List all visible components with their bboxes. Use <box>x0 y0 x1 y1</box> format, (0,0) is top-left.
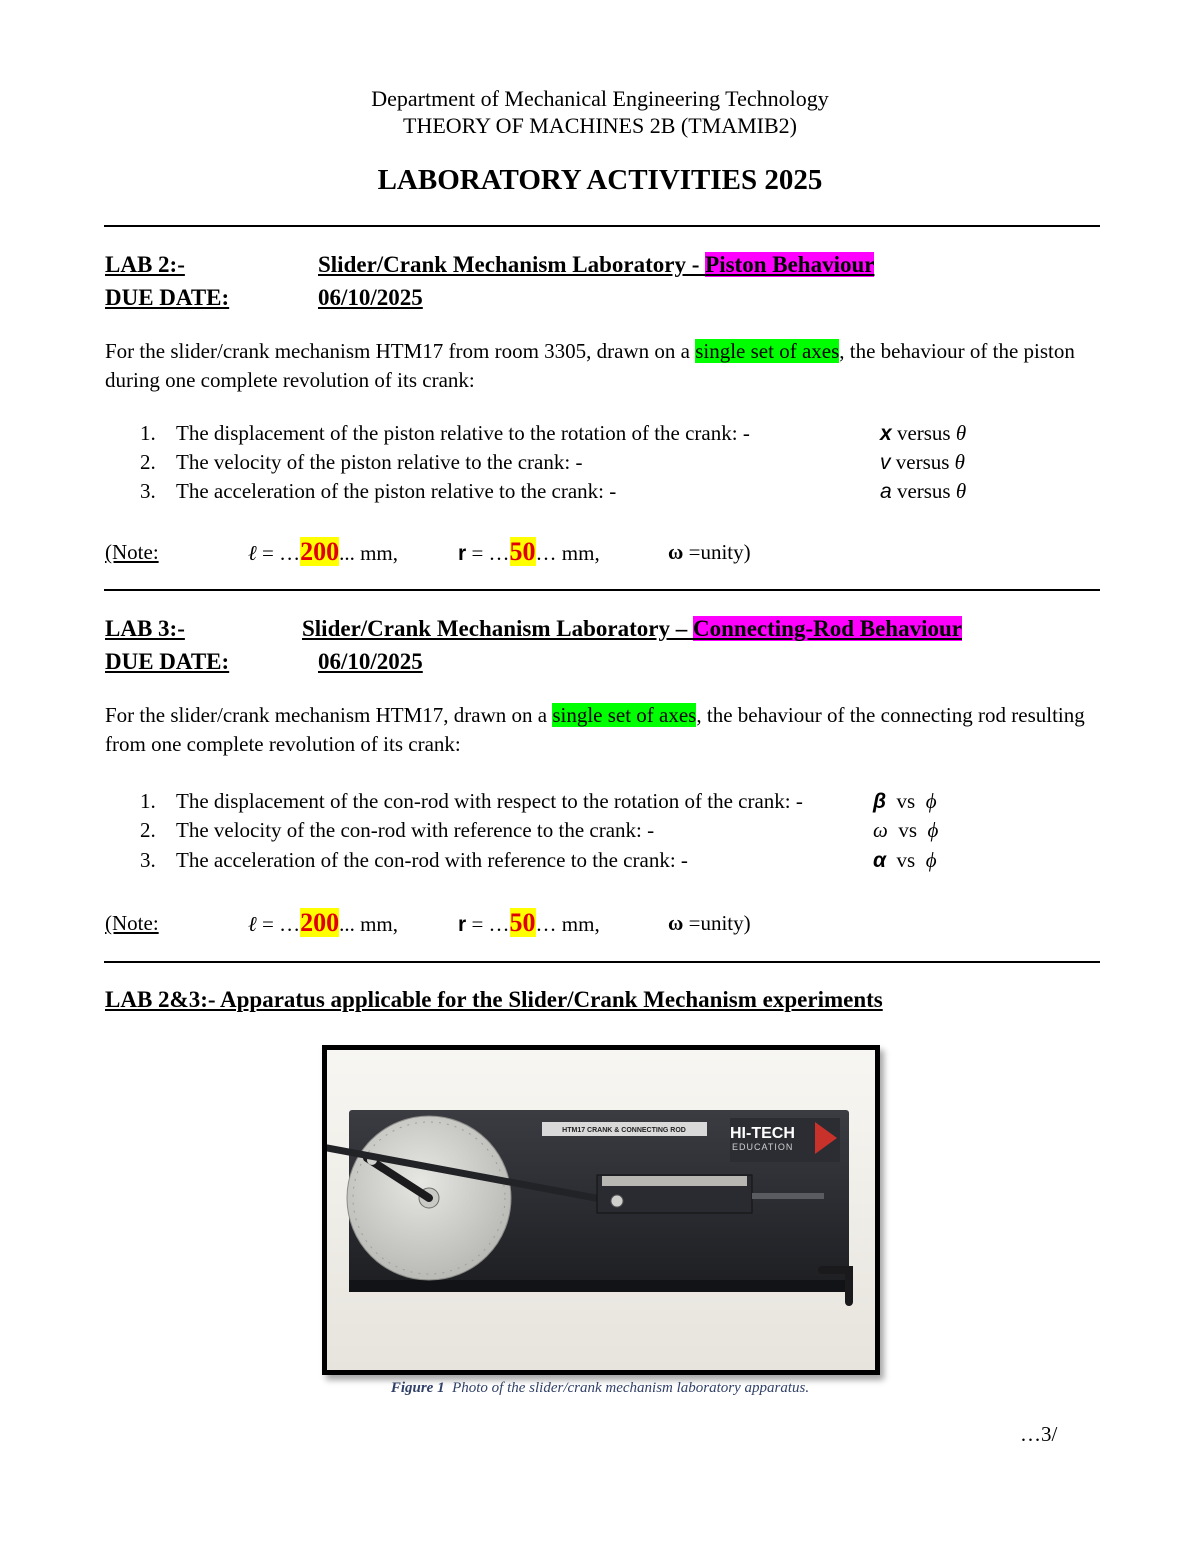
lab3-title: Slider/Crank Mechanism Laboratory – <box>302 616 693 641</box>
lab2-label: LAB 2:- <box>105 252 185 277</box>
lab2-due-label: DUE DATE: <box>105 285 230 310</box>
lab2-title-highlight: Piston Behaviour <box>705 252 875 277</box>
item-text: The acceleration of the con-rod with reference to the crank: - <box>176 848 688 872</box>
item-number: 1. <box>140 789 156 813</box>
item-number: 3. <box>140 479 156 503</box>
lab3-intro-text: For the slider/crank mechanism HTM17, drawn on a <box>105 703 553 727</box>
item-number: 3. <box>140 848 156 872</box>
apparatus-photo <box>322 1045 880 1375</box>
brand-subtext: EDUCATION <box>732 1142 794 1152</box>
lab3-due <box>105 648 423 676</box>
lab2-note-radius: r = …50… mm, <box>458 537 600 566</box>
lab3-label: LAB 3:- <box>105 616 185 641</box>
lab2-title: Slider/Crank Mechanism Laboratory - <box>318 252 706 277</box>
lab3-due-date: 06/10/2025 <box>318 649 423 674</box>
slider-block <box>602 1176 747 1186</box>
lab2-note <box>105 538 159 566</box>
figure-caption <box>0 1380 1200 1397</box>
lab2-intro-tail: , the behaviour of the piston during one complete revolution of its crank: <box>105 339 1075 392</box>
lab2-due <box>105 284 423 312</box>
lab3-note-omega: ω =unity) <box>668 911 751 935</box>
apparatus-label-text: HTM17 CRANK & CONNECTING ROD <box>562 1127 686 1134</box>
lab2-note-omega: ω =unity) <box>668 540 751 564</box>
brand-logo-text: HI-TECH <box>730 1125 795 1142</box>
apparatus-illustration <box>327 1050 875 1370</box>
apparatus-heading: LAB 2&3:- Apparatus applicable for the Slider/Crank Mechanism experiments <box>105 987 883 1012</box>
course-name: THEORY OF MACHINES 2B (TMAMIB2) <box>403 113 797 138</box>
caption-label: Figure 1 <box>390 1380 445 1396</box>
item-number: 2. <box>140 818 156 842</box>
divider <box>104 961 1100 963</box>
lab2-intro-text: For the slider/crank mechanism HTM17 from room 3305, drawn on a <box>105 339 696 363</box>
item-symbol: α vs ϕ <box>873 848 937 872</box>
divider <box>104 225 1100 227</box>
note-label: (Note: <box>105 911 159 935</box>
lab2-due-date: 06/10/2025 <box>318 285 423 310</box>
item-symbol: ω vs ϕ <box>873 818 939 842</box>
lab3-intro <box>105 701 1101 759</box>
lab3-note-radius: r = …50… mm, <box>458 908 600 937</box>
item-symbol: β vs ϕ <box>873 789 937 813</box>
page-number: …3/ <box>1020 1422 1058 1446</box>
department-name: Department of Mechanical Engineering Technology <box>371 86 829 111</box>
lab3-heading <box>105 615 962 643</box>
lab3-note <box>105 909 159 937</box>
note-label: (Note: <box>105 540 159 564</box>
item-number: 2. <box>140 450 156 474</box>
item-symbol: x versus θ <box>880 421 967 445</box>
divider <box>104 589 1100 591</box>
lab3-due-label: DUE DATE: <box>105 649 230 674</box>
item-text: The acceleration of the piston relative to the crank: - <box>176 479 617 503</box>
lab3-title-highlight: Connecting-Rod Behaviour <box>693 616 962 641</box>
item-symbol: v versus θ <box>880 450 965 474</box>
page-title: LABORATORY ACTIVITIES 2025 <box>377 164 823 196</box>
lab3-intro-tail: , the behaviour of the connecting rod resulting from one complete revolution of its crank: <box>105 703 1085 756</box>
lab2-intro <box>105 337 1101 395</box>
item-text: The velocity of the piston relative to the crank: - <box>176 450 583 474</box>
lab2-heading <box>105 251 874 279</box>
caption-text: Photo of the slider/crank mechanism laboratory apparatus. <box>452 1380 810 1396</box>
lab2-note-length: ℓ = …200... mm, <box>248 537 399 566</box>
slider-rod <box>752 1193 824 1199</box>
item-symbol: a versus θ <box>880 479 967 503</box>
lab3-intro-highlight: single set of axes <box>552 703 697 727</box>
item-text: The velocity of the con-rod with reference to the crank: - <box>176 818 655 842</box>
item-text: The displacement of the con-rod with respect to the rotation of the crank: - <box>176 789 803 813</box>
item-number: 1. <box>140 421 156 445</box>
lab2-intro-highlight: single set of axes <box>695 339 840 363</box>
item-text: The displacement of the piston relative to the rotation of the crank: - <box>176 421 750 445</box>
lab3-note-length: ℓ = …200... mm, <box>248 908 399 937</box>
